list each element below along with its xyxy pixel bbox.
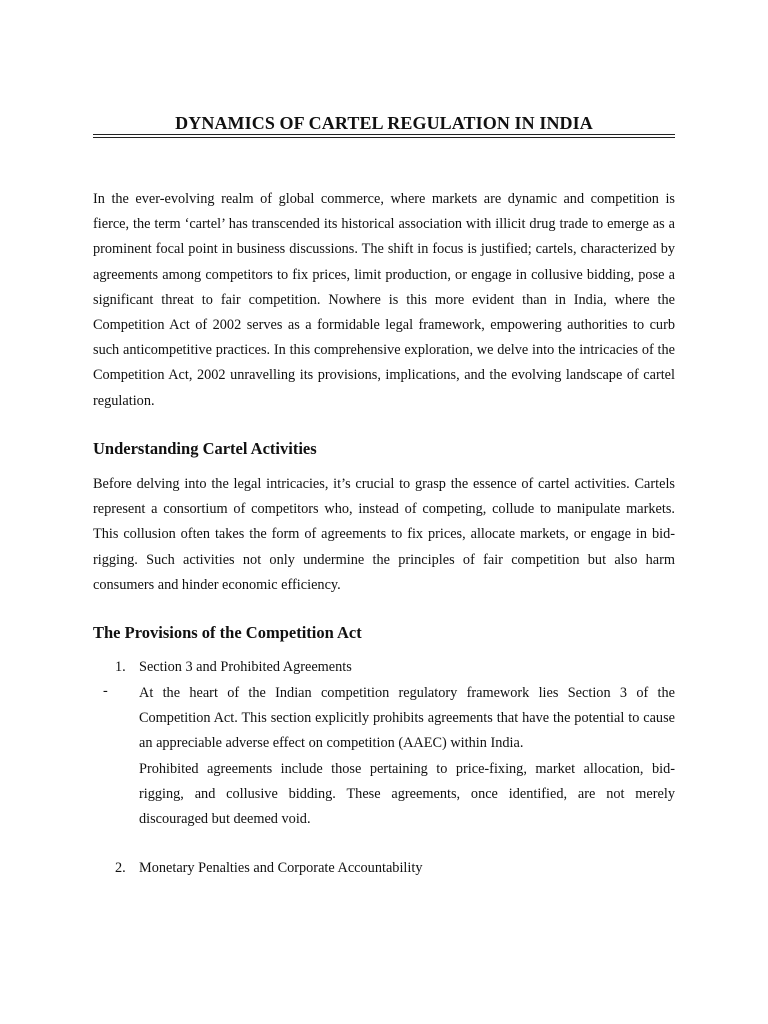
understanding-paragraph: Before delving into the legal intricacies, it’s crucial to grasp the essence of cartel activities. Cartels represent a consortium of competitors who, instead of competing, collude to manipulate markets. This collusion often takes the form of agreements to fix prices, allocate markets, or engage in bid-rigging. Such activities not only undermine the principles of fair competition but also harm consumers and hinder economic efficiency. — [93, 476, 675, 593]
dash-item-body — [139, 681, 675, 832]
title-underline — [93, 134, 675, 135]
title-underline-double — [93, 137, 675, 138]
item-number: 1. — [115, 659, 126, 675]
item-number: 2. — [115, 860, 126, 876]
section-heading-understanding: Understanding Cartel Activities — [93, 439, 317, 458]
item-paragraph: Prohibited agreements include those pertaining to price-fixing, market allocation, bid-rigging, and collusive bidding. These agreements, once identified, are not merely discouraged but deemed void. — [139, 760, 675, 828]
dash-bullet: - — [103, 683, 108, 699]
item-title: Section 3 and Prohibited Agreements — [139, 659, 352, 675]
section-heading-provisions: The Provisions of the Competition Act — [93, 623, 362, 642]
item-title: Monetary Penalties and Corporate Accountability — [139, 860, 423, 876]
item-paragraph: At the heart of the Indian competition regulatory framework lies Section 3 of the Competition Act. This section explicitly prohibits agreements that have the potential to cause an appreciable adverse effect on competition (AAEC) within India. — [139, 685, 675, 752]
document-title: DYNAMICS OF CARTEL REGULATION IN INDIA — [175, 113, 593, 133]
intro-paragraph: In the ever-evolving realm of global commerce, where markets are dynamic and competition is fierce, the term ‘cartel’ has transcended its historical association with illicit drug trade to emerge as a prominent focal point in business discussions. The shift in focus is justified; cartels, characterized by agreements among competitors to fix prices, limit production, or engage in collusive bidding, pose a significant threat to fair competition. Nowhere is this more evident than in India, where the Competition Act of 2002 serves as a formidable legal framework, empowering authorities to curb such anticompetitive practices. In this comprehensive exploration, we delve into the intricacies of the Competition Act, 2002 unravelling its provisions, implications, and the evolving landscape of cartel regulation. — [93, 191, 675, 409]
